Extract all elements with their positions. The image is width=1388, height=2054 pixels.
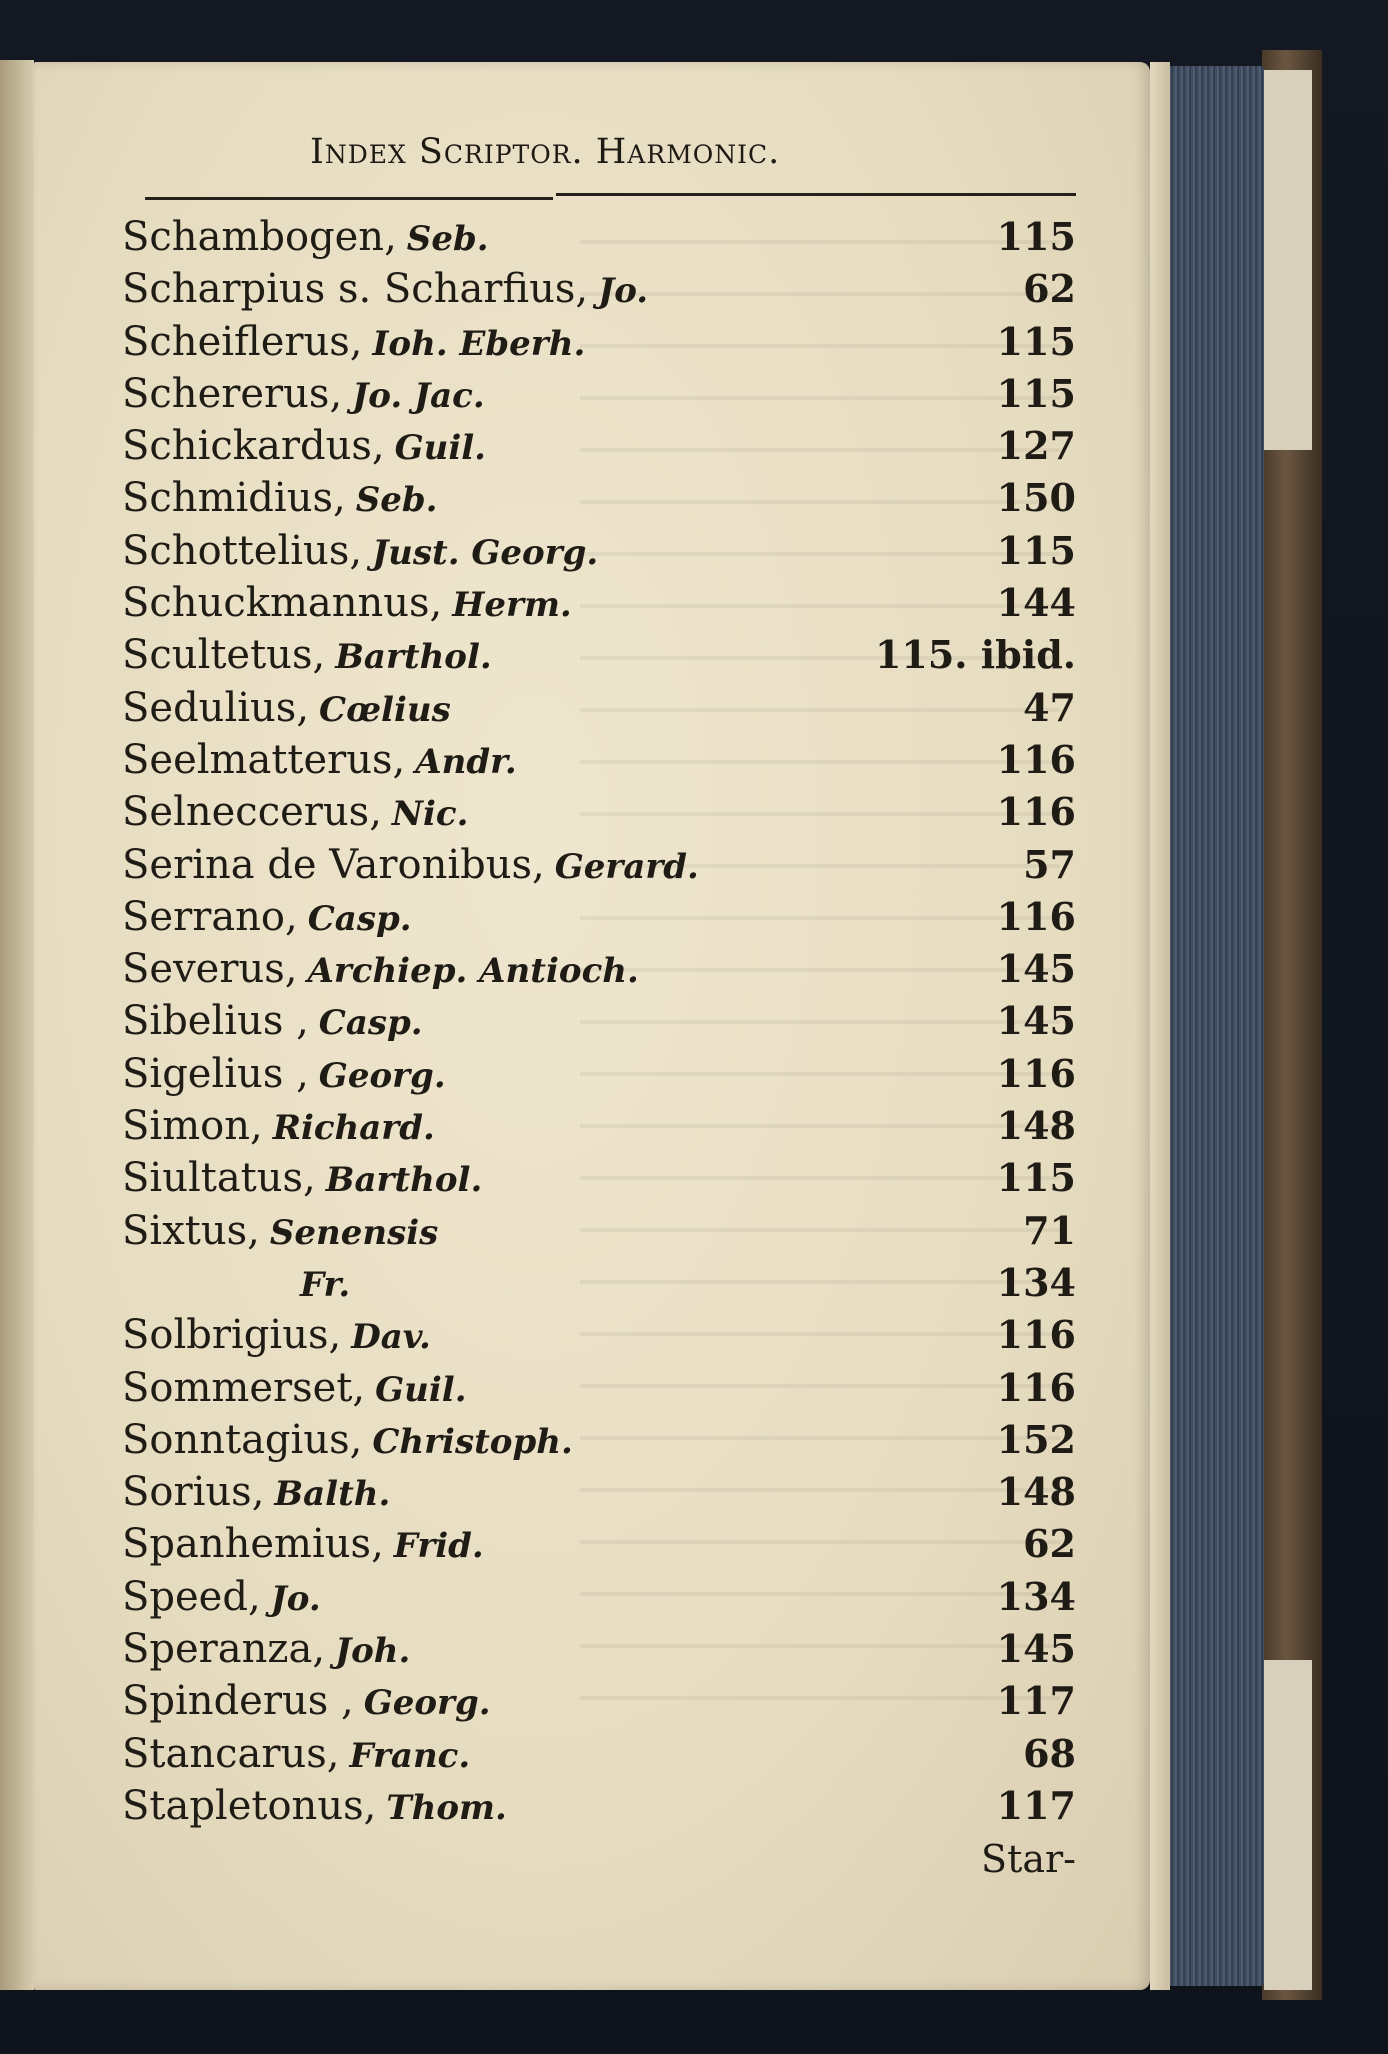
first-name-abbr: Dav. <box>351 1317 431 1358</box>
author-name: Stapletonus, <box>122 1782 377 1829</box>
index-entry <box>120 1519 1080 1571</box>
page-reference: 62 <box>1023 266 1076 312</box>
index-entry <box>120 421 1080 473</box>
index-entry <box>120 473 1080 525</box>
page-reference: 134 <box>996 1573 1076 1619</box>
first-name-abbr: Archiep. Antioch. <box>307 951 639 992</box>
author-name: Severus, <box>122 946 298 993</box>
page-reference: 116 <box>996 1312 1076 1358</box>
page-reference: 150 <box>996 475 1076 521</box>
page-reference: 115 <box>996 1155 1076 1201</box>
page-reference: 47 <box>1023 684 1076 730</box>
first-name-abbr: Joh. <box>335 1631 411 1672</box>
cover-paper-top <box>1264 70 1312 450</box>
author-name: Seelmatterus, <box>122 736 406 783</box>
page-reference: 115 <box>996 214 1076 259</box>
author-name: Spinderus , <box>122 1678 354 1725</box>
first-name-abbr: Guil. <box>375 1369 467 1410</box>
index-entry <box>120 578 1080 630</box>
index-entry <box>120 1153 1080 1205</box>
author-name: Simon, <box>122 1103 263 1150</box>
index-entry <box>120 1310 1080 1362</box>
author-name: Sommerset, <box>122 1364 366 1411</box>
author-name: Serrano, <box>122 893 298 940</box>
index-list <box>120 212 1080 1886</box>
catchword-row <box>120 1833 1080 1885</box>
page-reference: 68 <box>1023 1730 1076 1776</box>
first-name-abbr: Jo. <box>270 1578 321 1619</box>
page-reference: 144 <box>996 580 1076 626</box>
author-name: Solbrigius, <box>122 1312 342 1359</box>
index-entry <box>120 1624 1080 1676</box>
page-reference: 134 <box>996 1259 1076 1305</box>
index-entry <box>120 369 1080 421</box>
catchword: Star- <box>981 1837 1076 1882</box>
index-entry <box>120 1363 1080 1415</box>
page-reference: 116 <box>996 1364 1076 1410</box>
author-name: Schererus, <box>122 370 343 417</box>
author-name: Siultatus, <box>122 1155 316 1202</box>
author-name: Stancarus, <box>122 1730 340 1777</box>
index-entry <box>120 264 1080 316</box>
index-entry <box>120 1572 1080 1624</box>
page-reference: 71 <box>1023 1207 1076 1253</box>
page-reference: 117 <box>996 1678 1076 1724</box>
index-entry <box>120 1206 1080 1258</box>
first-name-abbr: Jo. Jac. <box>352 375 485 416</box>
page-reference: 148 <box>996 1103 1076 1149</box>
index-entry <box>120 1101 1080 1153</box>
first-name-abbr: Seb. <box>406 219 489 259</box>
page-reference: 145 <box>996 946 1076 992</box>
first-name-abbr: Seb. <box>355 480 438 521</box>
first-name-abbr: Richard. <box>272 1108 435 1149</box>
index-entry <box>120 683 1080 735</box>
page-reference: 62 <box>1023 1521 1076 1567</box>
page-fore-edge <box>1150 62 1170 1990</box>
first-name-abbr: Fr. <box>300 1264 351 1305</box>
first-name-abbr: Franc. <box>349 1735 471 1776</box>
author-name: Sigelius , <box>122 1050 309 1097</box>
page-reference: 116 <box>996 893 1076 939</box>
author-name: Schottelius, <box>122 527 363 574</box>
first-name-abbr: Gerard. <box>554 846 699 887</box>
page-block-edge <box>1168 66 1264 1986</box>
author-name: Sedulius, <box>122 684 310 731</box>
page-reference: 115. ibid. <box>874 632 1076 678</box>
author-name: Schuckmannus, <box>122 580 443 627</box>
page-reference: 145 <box>996 1626 1076 1672</box>
index-entry <box>120 892 1080 944</box>
first-name-abbr: Balth. <box>274 1474 391 1515</box>
header-rule-right <box>556 193 1076 196</box>
page-reference: 117 <box>996 1782 1076 1828</box>
index-entry <box>120 735 1080 787</box>
index-entry <box>120 1049 1080 1101</box>
index-entry <box>120 630 1080 682</box>
first-name-abbr: Just. Georg. <box>372 532 599 573</box>
author-name: Sorius, <box>122 1469 265 1516</box>
index-entry <box>120 996 1080 1048</box>
page-reference: 116 <box>996 1050 1076 1096</box>
index-sub-entry <box>120 1258 1080 1310</box>
first-name-abbr: Herm. <box>452 585 572 626</box>
page-reference: 148 <box>996 1469 1076 1515</box>
first-name-abbr: Frid. <box>393 1526 484 1567</box>
page-reference: 127 <box>996 423 1076 469</box>
first-name-abbr: Jo. <box>598 271 649 312</box>
author-name: Sonntagius, <box>122 1416 363 1463</box>
author-name: Selneccerus, <box>122 789 382 836</box>
header-rule-left <box>145 197 553 200</box>
index-entry <box>120 317 1080 369</box>
index-entry <box>120 1781 1080 1833</box>
running-header: Index Scriptor. Harmonic. <box>310 132 781 172</box>
page-reference: 115 <box>996 318 1076 364</box>
author-name: Serina de Varonibus, <box>122 841 545 888</box>
page-reference: 57 <box>1023 841 1076 887</box>
first-name-abbr: Georg. <box>318 1055 446 1096</box>
first-name-abbr: Andr. <box>415 741 517 782</box>
author-name: Scharpius s. Scharfius, <box>122 266 589 313</box>
first-name-abbr: Ioh. Eberh. <box>372 323 586 364</box>
author-name: Speed, <box>122 1573 261 1620</box>
first-name-abbr: Casp. <box>307 898 412 939</box>
page-reference: 116 <box>996 736 1076 782</box>
first-name-abbr: Senensis <box>269 1212 439 1253</box>
page-reference: 145 <box>996 998 1076 1044</box>
author-name: Spanhemius, <box>122 1521 384 1568</box>
index-entry <box>120 526 1080 578</box>
first-name-abbr: Nic. <box>391 794 469 835</box>
first-name-abbr: Cœlius <box>319 689 451 730</box>
author-name: Scultetus, <box>122 632 326 679</box>
cover-paper-bottom <box>1264 1660 1312 1990</box>
author-name: Sixtus, <box>122 1207 260 1254</box>
page-reference: 152 <box>996 1416 1076 1462</box>
first-name-abbr: Guil. <box>394 428 487 469</box>
first-name-abbr: Casp. <box>318 1003 423 1044</box>
page-reference: 115 <box>996 370 1076 416</box>
index-entry <box>120 787 1080 839</box>
first-name-abbr: Christoph. <box>372 1421 573 1462</box>
author-name: Schickardus, <box>122 423 385 470</box>
first-name-abbr: Thom. <box>386 1787 507 1828</box>
first-name-abbr: Barthol. <box>325 1160 483 1201</box>
index-entry <box>120 212 1080 264</box>
author-name: Speranza, <box>122 1626 326 1673</box>
index-entry <box>120 944 1080 996</box>
facing-page-edge <box>0 60 34 1990</box>
first-name-abbr: Georg. <box>363 1683 491 1724</box>
author-name: Schambogen, <box>122 214 397 260</box>
index-entry <box>120 1467 1080 1519</box>
index-entry <box>120 1415 1080 1467</box>
page-reference: 116 <box>996 789 1076 835</box>
index-entry <box>120 1676 1080 1728</box>
author-name: Scheiflerus, <box>122 318 363 365</box>
first-name-abbr: Barthol. <box>335 637 492 678</box>
page-reference: 115 <box>996 527 1076 573</box>
index-entry <box>120 840 1080 892</box>
index-entry <box>120 1729 1080 1781</box>
author-name: Schmidius, <box>122 475 346 522</box>
author-name: Sibelius , <box>122 998 309 1045</box>
